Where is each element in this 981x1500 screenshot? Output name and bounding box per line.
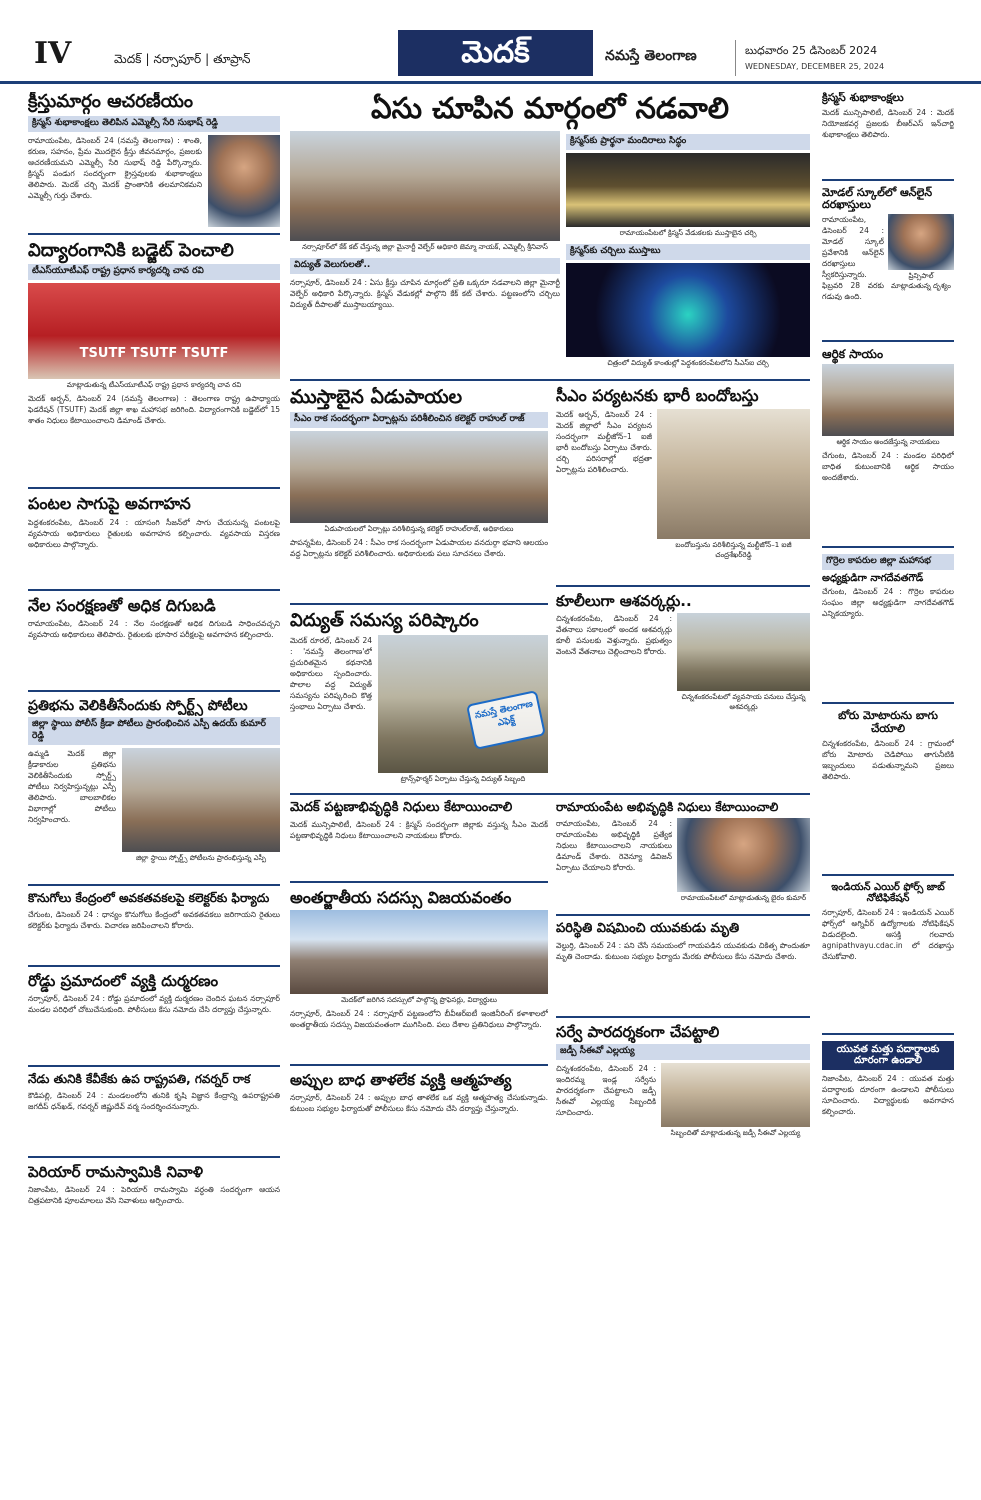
story-kicker: జిల్లా స్థాయి పోలీస్ క్రీడా పోటీలు ప్రారంభించిన ఎస్పీ ఉదయ్ కుమార్ రెడ్డి: [28, 717, 280, 745]
story-body: చిన్నశంకరంపేట, డిసెంబర్ 24 : గ్రామంలో బోరు మోటారు చెడిపోయి తాగునీటికి ఇబ్బందులు పడుతున్నామని ప్రజలు తెలిపారు.: [822, 738, 954, 781]
story-headline: పరిస్థితి విషమించి యువకుడు మృతి: [556, 920, 740, 936]
story-air-force-jobs: [822, 882, 954, 1027]
masthead-divider: [735, 40, 736, 76]
edition-item: మెదక్: [114, 52, 142, 66]
story-headline: క్రీస్తుమార్గం ఆచరణీయం: [28, 92, 194, 112]
story-edupayala: [290, 387, 548, 597]
story-headline: పెరియార్ రామస్వామికి నివాళి: [28, 1163, 204, 1182]
story-sports-competition: [28, 698, 280, 878]
divider: [28, 1065, 280, 1067]
story-ramayampet-funds: [556, 801, 810, 908]
story-subhead: క్రిస్మస్‌కు ప్రార్థనా మందిరాలు సిద్ధం: [566, 134, 810, 150]
divider: [822, 1033, 954, 1035]
divider: [290, 1064, 548, 1066]
story-body: చేగుంట, డిసెంబర్ 24 : ధాన్యం కొనుగోలు కేంద్రంలో అవకతవకలు జరిగాయని రైతులు కలెక్టర్‌కు ఫిర్యాదు చేశారు. విచారణ జరిపించాలని కోరారు.: [28, 910, 280, 931]
story-body: వెల్దుర్తి, డిసెంబర్ 24 : పని చేసే సమయంలో గాయపడిన యువకుడు చికిత్స పొందుతూ మృతి చెందాడు. కుటుంబ సభ్యుల ఫిర్యాదు మేరకు పోలీసులు కేసు నమోదు చేశారు.: [556, 940, 810, 961]
story-kicker: గొర్రెల కాపరుల జిల్లా మహాసభ: [822, 554, 954, 570]
story-body: రామాయంపేట, డిసెంబర్ 24 : రామాయంపేట అభివృద్ధికి ప్రత్యేక నిధులు కేటాయించాలని నాయకులు డిమాండ్ చేశారు. రెవెన్యూ డివిజన్ ఏర్పాటు చేయాలని కోరారు.: [556, 818, 672, 872]
story-body: మెదక్ మున్సిపాలిటీ, డిసెంబర్ 24 : క్రిస్మస్ సందర్భంగా జిల్లాకు వస్తున్న సీఎం మెదక్ పట్టణాభివృద్ధికి నిధులు కేటాయించాలని నాయకులు కోరారు.: [290, 819, 548, 840]
story-body: నిజాంపేట, డిసెంబర్ 24 : పెరియార్ రామస్వామి వర్ధంతి సందర్భంగా ఆయన చిత్రపటానికి పూలమాలలు వేసి నివాళులు అర్పించారు.: [28, 1185, 280, 1206]
collector-inspection-photo: [290, 431, 548, 523]
aid-handover-photo: [822, 364, 954, 436]
story-christmas-greetings: [822, 92, 954, 173]
story-road-accident: [28, 973, 280, 1059]
divider: [28, 233, 280, 235]
story-procurement-complaint: [28, 892, 280, 959]
left-column: [28, 92, 280, 1244]
leaders-photo: [677, 818, 810, 892]
story-body: మెదక్ అర్బన్, డిసెంబర్ 24 : మెదక్ జిల్లాలో సీఎం పర్యటన సందర్భంగా మల్టీజోన్–1 ఐజీ భారీ బందోబస్తు ఏర్పాటు చేశారు. చర్చి పరిసరాల్లో భద్రతా ఏర్పాట్లను పరిశీలించారు.: [556, 409, 652, 474]
principal-photo: [888, 214, 954, 270]
middle-column: [290, 92, 810, 1162]
asha-workers-photo: [677, 613, 810, 691]
story-body: చిన్నశంకరంపేట, డిసెంబర్ 24 : వేతనాలు సకాలంలో అందక ఆశవర్కర్లు కూలీ పనులకు వెళ్తున్నారు. ప్రభుత్వం వెంటనే వేతనాలు చెల్లించాలని కోరారు.: [556, 613, 672, 656]
lead-story: [290, 92, 810, 373]
divider: [822, 179, 954, 181]
story-headline: ఇండియన్ ఎయిర్ ఫోర్స్ జాబ్ నోటిఫికేషన్: [831, 881, 945, 904]
story-subhead: విద్యుత్ వెలుగులతో..: [290, 258, 560, 274]
date-telugu: బుధవారం 25 డిసెంబర్ 2024: [745, 44, 878, 57]
story-body: రామాయంపేట, డిసెంబర్ 24 (నమస్తే తెలంగాణ) : శాంతి, కరుణ, సహనం, ప్రేమ మొదలైన క్రీస్తు జీవనమార్గం, ప్రజలకు ఆచరణీయమని ఎమ్మెల్సీ సేరి సుభాష్ రెడ్డి పేర్కొన్నారు. క్రిస్మస్ పండుగ సందర్భంగా క్రైస్తవులకు శుభాకాంక్షలు తెలిపారు. మెదక్ చర్చి మెదక్ ప్రాంతానికి తలమానికమని ఎమ్మెల్సీ గుర్తు చేశారు.: [28, 135, 202, 200]
story-crop-awareness: [28, 495, 280, 582]
edition-item: తూప్రాన్: [213, 52, 251, 66]
lead-headline: ఏసు చూపిన మార్గంలో నడవాలి: [371, 92, 729, 125]
divider: [290, 881, 548, 883]
photo-caption: ఏడుపాయలలో ఏర్పాట్లు పరిశీలిస్తున్న కలెక్టర్ రాహుల్‌రాజ్, అధికారులు: [324, 525, 514, 534]
story-soil-conservation: [28, 597, 280, 684]
transformer-work-photo: [378, 635, 548, 773]
photo-caption: చిత్రంలో విద్యుత్ కాంతుల్లో పెద్దశంకరంపేటలోని సీఎస్ఐ చర్చి: [607, 359, 769, 368]
photo-caption: ప్రిన్సిపాల్ మాట్లాడుతున్న దృశ్యం: [891, 271, 951, 290]
story-headline: యువత మత్తు పదార్థాలకు దూరంగా ఉండాలి: [822, 1041, 954, 1070]
effect-stamp: నమస్తే తెలంగాణ ఎఫెక్ట్: [466, 690, 546, 750]
church-day-photo: [566, 153, 810, 227]
edition-list: మెదక్ | నర్సాపూర్ | తూప్రాన్: [110, 52, 255, 69]
photo-caption: సిబ్బందితో మాట్లాడుతున్న జడ్పీ సీఈవో ఎల్లయ్య: [670, 1128, 801, 1137]
divider: [28, 1156, 280, 1158]
story-debt-suicide: [290, 1072, 548, 1162]
divider: [290, 793, 810, 795]
story-headline: విద్యుత్ సమస్య పరిష్కారం: [290, 610, 479, 632]
story-headline: రామాయంపేట అభివృద్ధికి నిధులు కేటాయించాలి: [556, 799, 779, 814]
photo-caption: రామాయంపేటలో క్రిస్మస్ వేడుకలకు ముస్తాబైన చర్చి: [619, 229, 757, 238]
tsutf-meeting-photo: [28, 283, 280, 379]
story-body: చేగుంట, డిసెంబర్ 24 : గొర్రెల కాపరుల సంఘం జిల్లా అధ్యక్షుడిగా నాగదేవతగౌడ్ ఎన్నికయ్యారు.: [822, 587, 954, 619]
photo-caption: జిల్లా స్థాయి స్పోర్ట్స్ పోటీలను ప్రారంభిస్తున్న ఎస్పీ: [135, 854, 267, 863]
story-body: చేగుంట, డిసెంబర్ 24 : మండల పరిధిలో బాధిత కుటుంబానికి ఆర్థిక సాయం అందజేశారు.: [822, 450, 954, 482]
right-column: [822, 92, 954, 1163]
story-body: పెద్దశంకరంపేట, డిసెంబర్ 24 : యాసంగి సీజన్‌లో సాగు చేయనున్న పంటలపై వ్యవసాయ అధికారులు రైతులకు అవగాహన కల్పించారు. వ్యవసాయ విస్తరణ అధికారులు పాల్గొన్నారు.: [28, 517, 280, 549]
story-body: నర్సాపూర్, డిసెంబర్ 24 : అప్పుల బాధ తాళలేక ఒక వ్యక్తి ఆత్మహత్య చేసుకున్నాడు. కుటుంబ సభ్యుల ఫిర్యాదుతో పోలీసులు కేసు నమోదు చేసి దర్యాప్తు చేస్తున్నారు.: [290, 1093, 548, 1114]
divider: [28, 589, 280, 591]
story-headline: అంతర్జాతీయ సదస్సు విజయవంతం: [290, 887, 512, 907]
divider: [28, 884, 280, 886]
story-kicker: జడ్పీ సీఈవో ఎల్లయ్య: [556, 1044, 810, 1060]
lead-body: నర్సాపూర్, డిసెంబర్ 24 : ఏసు క్రీస్తు చూపిన మార్గంలో ప్రతి ఒక్కరూ నడవాలని జిల్లా మైనార్టీ వెల్ఫేర్ అధికారి పేర్కొన్నారు. క్రిస్మస్ వేడుకల్లో పాల్గొని కేక్ కట్ చేశారు. పట్టణంలోని చర్చిలు విద్యుత్ దీపాలతో ముస్తాబయ్యాయి.: [290, 278, 560, 310]
story-kicker: క్రిస్మస్ శుభాకాంక్షలు తెలిపిన ఎమ్మెల్సీ సేరి సుభాష్ రెడ్డి: [28, 116, 280, 132]
story-periyar-tribute: [28, 1164, 280, 1244]
story-body: రామాయంపేట, డిసెంబర్ 24 : మోడల్ స్కూల్ ప్రవేశానికి ఆన్‌లైన్ దరఖాస్తులు స్వీకరిస్తున్నారు. ఫిబ్రవరి 28 వరకు గడువు ఉంది.: [822, 214, 884, 301]
story-kicker: సీఎం రాక సందర్భంగా ఏర్పాట్లను పరిశీలించిన కలెక్టర్ రాహుల్ రాజ్: [290, 412, 548, 428]
story-body: రామాయంపేట, డిసెంబర్ 24 : నేల సంరక్షణతో అధిక దిగుబడి సాధించవచ్చని వ్యవసాయ అధికారులు తెలిపారు. రైతులకు భూసార పరీక్షలపై అవగాహన కల్పించారు.: [28, 619, 280, 640]
story-vp-visit: [28, 1073, 280, 1150]
divider: [290, 603, 548, 605]
police-inspection-photo: [657, 409, 810, 539]
divider: [556, 914, 810, 916]
story-headline: అప్పుల బాధ తాళలేక వ్యక్తి ఆత్మహత్య: [290, 1071, 512, 1090]
seminar-group-photo: [290, 910, 548, 994]
story-youth-drugs: [822, 1041, 954, 1163]
edition-name-box: మెదక్: [398, 30, 593, 76]
story-kicker: టీఎస్‌యూటీఎఫ్ రాష్ట్ర ప్రధాన కార్యదర్శి చావ రవి: [28, 264, 280, 280]
story-body: ఉమ్మడి మెదక్ జిల్లా క్రీడాకారుల ప్రతిభను వెలికితీసేందుకు స్పోర్ట్స్ పోటీలు నిర్వహిస్తున్నట్లు ఎస్పీ తెలిపారు. బాలబాలికల విభాగాల్లో పోటీలు నిర్వహించారు.: [28, 749, 116, 825]
divider: [556, 1016, 810, 1018]
story-headline: కొనుగోలు కేంద్రంలో అవకతవకలపై కలెక్టర్‌కు ఫిర్యాదు: [28, 891, 270, 906]
story-youth-death: [556, 922, 810, 1010]
divider: [822, 874, 954, 876]
paper-name: నమస్తే తెలంగాణ: [605, 48, 697, 64]
story-body: నిజాంపేట, డిసెంబర్ 24 : యువత మత్తు పదార్థాలకు దూరంగా ఉండాలని పోలీసులు సూచించారు. విద్యార్థులకు అవగాహన కల్పించారు.: [822, 1073, 954, 1116]
story-body: చిన్నశంకరంపేట, డిసెంబర్ 24 : ఇందిరమ్మ ఇండ్ల సర్వేను పారదర్శకంగా చేపట్టాలని జడ్పీ సీఈవో ఎల్లయ్య సిబ్బందికి సూచించారు.: [556, 1063, 656, 1117]
story-body: నర్సాపూర్, డిసెంబర్ 24 : ఇండియన్ ఎయిర్ ఫోర్స్‌లో అగ్నివీర్ ఉద్యోగాలకు నోటిఫికేషన్ విడుదలైంది. ఆసక్తి గలవారు agnipathvayu.cdac.in లో దరఖాస్తు చేసుకోవాలి.: [822, 907, 954, 961]
photo-caption: నర్సాపూర్‌లో కేక్ కట్ చేస్తున్న జిల్లా మైనార్టీ వెల్ఫేర్ అధికారి జెమ్మా నాయక్, ఎమ్మెల్సీ శ్రీనివాస్: [302, 243, 548, 252]
story-headline: పంటల సాగుపై అవగాహన: [28, 494, 191, 514]
story-bore-motor: [822, 710, 954, 867]
divider: [822, 702, 954, 704]
photo-caption: ట్రాన్స్‌ఫార్మర్ ఏర్పాటు చేస్తున్న విద్యుత్ సిబ్బంది: [400, 774, 526, 783]
story-model-school: [822, 187, 954, 334]
masthead: [0, 0, 981, 84]
photo-caption: చిన్నశంకరంపేటలో వ్యవసాయ పనులు చేస్తున్న ఆశవర్కర్లు: [681, 692, 806, 711]
photo-caption: మెదక్‌లో జరిగిన సదస్సులో పాల్గొన్న ప్రొఫెసర్లు, విద్యార్థులు: [341, 996, 497, 1005]
story-headline: క్రిస్మస్ శుభాకాంక్షలు: [822, 92, 904, 104]
edition-item: నర్సాపూర్: [153, 52, 202, 66]
ceo-meeting-photo: [661, 1063, 810, 1127]
story-body: నర్సాపూర్, డిసెంబర్ 24 : నర్సాపూర్ పట్టణంలోని బీవీఆర్ఐటీ ఇంజినీరింగ్ కళాశాలలో అంతర్జాతీయ సదస్సు విజయవంతంగా ముగిసింది. పలు దేశాల ప్రతినిధులు పాల్గొన్నారు.: [290, 1009, 548, 1030]
divider: [28, 487, 280, 489]
story-education-budget: [28, 241, 280, 482]
story-subhead: క్రిస్మస్‌కు చర్చిలు ముస్తాబు: [566, 244, 810, 260]
story-headline: సీఎం పర్యటనకు భారీ బందోబస్తు: [556, 386, 759, 406]
divider: [556, 585, 810, 587]
divider: [290, 379, 810, 381]
story-headline: సర్వే పారదర్శకంగా చేపట్టాలి: [556, 1022, 720, 1041]
divider: [28, 965, 280, 967]
story-international-seminar: [290, 889, 548, 1058]
story-headline: ప్రతిభను వెలికితీసేందుకు స్పోర్ట్స్ పోటీలు: [28, 698, 248, 715]
story-power-problem: [290, 611, 548, 787]
cake-cutting-photo: [290, 131, 560, 241]
story-headline: కూలీలుగా ఆశవర్కర్లు..: [556, 591, 692, 610]
divider: [822, 546, 954, 548]
banner-text: TSUTF TSUTF TSUTF: [79, 346, 229, 362]
story-body: కౌడిపల్లి, డిసెంబర్ 24 : మండలంలోని తునికి కృషి విజ్ఞాన కేంద్రాన్ని ఉపరాష్ట్రపతి జగదీప్ ధన్‌ఖడ్, గవర్నర్ జిష్ణుదేవ్ వర్మ సందర్శించనున్నారు.: [28, 1091, 280, 1112]
mlc-portrait-photo: [208, 135, 280, 227]
date-english: WEDNESDAY, DECEMBER 25, 2024: [745, 62, 885, 71]
church-lights-photo: [566, 263, 810, 357]
story-headline: విద్యారంగానికి బడ్జెట్ పెంచాలి: [28, 239, 234, 261]
story-headline: బోరు మోటారును బాగు చేయాలి: [838, 709, 938, 735]
photo-caption: రామాయంపేటలో మాట్లాడుతున్న బైరం కుమార్: [680, 893, 807, 902]
story-christ-path: [28, 92, 280, 227]
sports-inauguration-photo: [122, 748, 280, 852]
story-shepherd-president: [822, 554, 954, 697]
story-body: పాపన్నపేట, డిసెంబర్ 24 : సీఎం రాక సందర్భంగా ఏడుపాయల వనదుర్గా భవాని ఆలయం వద్ద ఏర్పాట్లను కలెక్టర్ పరిశీలించారు. అధికారులకు పలు సూచనలు చేశారు.: [290, 538, 548, 559]
divider: [822, 340, 954, 342]
story-headline: ఆర్థిక సాయం: [822, 346, 884, 361]
page-number: IV: [34, 36, 72, 71]
divider: [28, 690, 280, 692]
story-body: మెదక్ అర్బన్, డిసెంబర్ 24 (నమస్తే తెలంగాణ) : తెలంగాణ రాష్ట్ర ఉపాధ్యాయ ఫెడరేషన్ (TSUTF) మెదక్ జిల్లా శాఖ మహాసభ జరిగింది. విద్యారంగానికి బడ్జెట్‌లో 15 శాతం నిధులు కేటాయించాలని డిమాండ్ చేశారు.: [28, 394, 280, 426]
story-headline: మోడల్ స్కూల్‌లో ఆన్‌లైన్ దరఖాస్తులు: [822, 185, 933, 212]
story-headline: రోడ్డు ప్రమాదంలో వ్యక్తి దుర్మరణం: [28, 972, 219, 991]
story-headline: నేల సంరక్షణతో అధిక దిగుబడి: [28, 595, 216, 615]
photo-caption: మాట్లాడుతున్న టీఎస్‌యూటీఎఫ్ రాష్ట్ర ప్రధాన కార్యదర్శి చావ రవి: [66, 381, 242, 390]
story-headline: అధ్యక్షుడిగా నాగదేవతగౌడ్: [822, 572, 924, 584]
photo-caption: ఆర్థిక సాయం అందజేస్తున్న నాయకులు: [836, 437, 940, 446]
story-headline: మెదక్ పట్టణాభివృద్ధికి నిధులు కేటాయించాలి: [290, 799, 513, 815]
story-body: మెదక్ రూరల్, డిసెంబర్ 24 : 'నమస్తే తెలంగాణ'లో ప్రచురితమైన కథనానికి అధికారులు స్పందించారు. పొలాల వద్ద విద్యుత్ సమస్యను పరిష్కరించి కొత్త స్తంభాలు ఏర్పాటు చేశారు.: [290, 635, 372, 711]
story-financial-aid: [822, 348, 954, 540]
story-headline: నేడు తునికి కేవీకేకు ఉప రాష్ట్రపతి, గవర్నర్ రాక: [28, 1072, 251, 1087]
story-survey: [556, 1024, 810, 1143]
photo-caption: బందోబస్తును పరిశీలిస్తున్న మల్టీజోన్–1 ఐజీ చంద్రశేఖర్‌రెడ్డి: [675, 540, 792, 559]
story-body: నర్సాపూర్, డిసెంబర్ 24 : రోడ్డు ప్రమాదంలో వ్యక్తి దుర్మరణం చెందిన ఘటన నర్సాపూర్ మండల పరిధిలో చోటుచేసుకుంది. పోలీసులు కేసు నమోదు చేసి దర్యాప్తు చేస్తున్నారు.: [28, 994, 280, 1015]
story-headline: ముస్తాబైన ఏడుపాయల: [290, 386, 463, 409]
story-asha-workers: [556, 593, 810, 715]
story-security: [556, 387, 810, 578]
story-body: మెదక్ మున్సిపాలిటీ, డిసెంబర్ 24 : మెదక్ నియోజకవర్గ ప్రజలకు బీఆర్ఎస్ ఇన్‌చార్జి శుభాకాంక్షలు తెలిపారు.: [822, 107, 954, 139]
story-medak-development: [290, 801, 548, 875]
